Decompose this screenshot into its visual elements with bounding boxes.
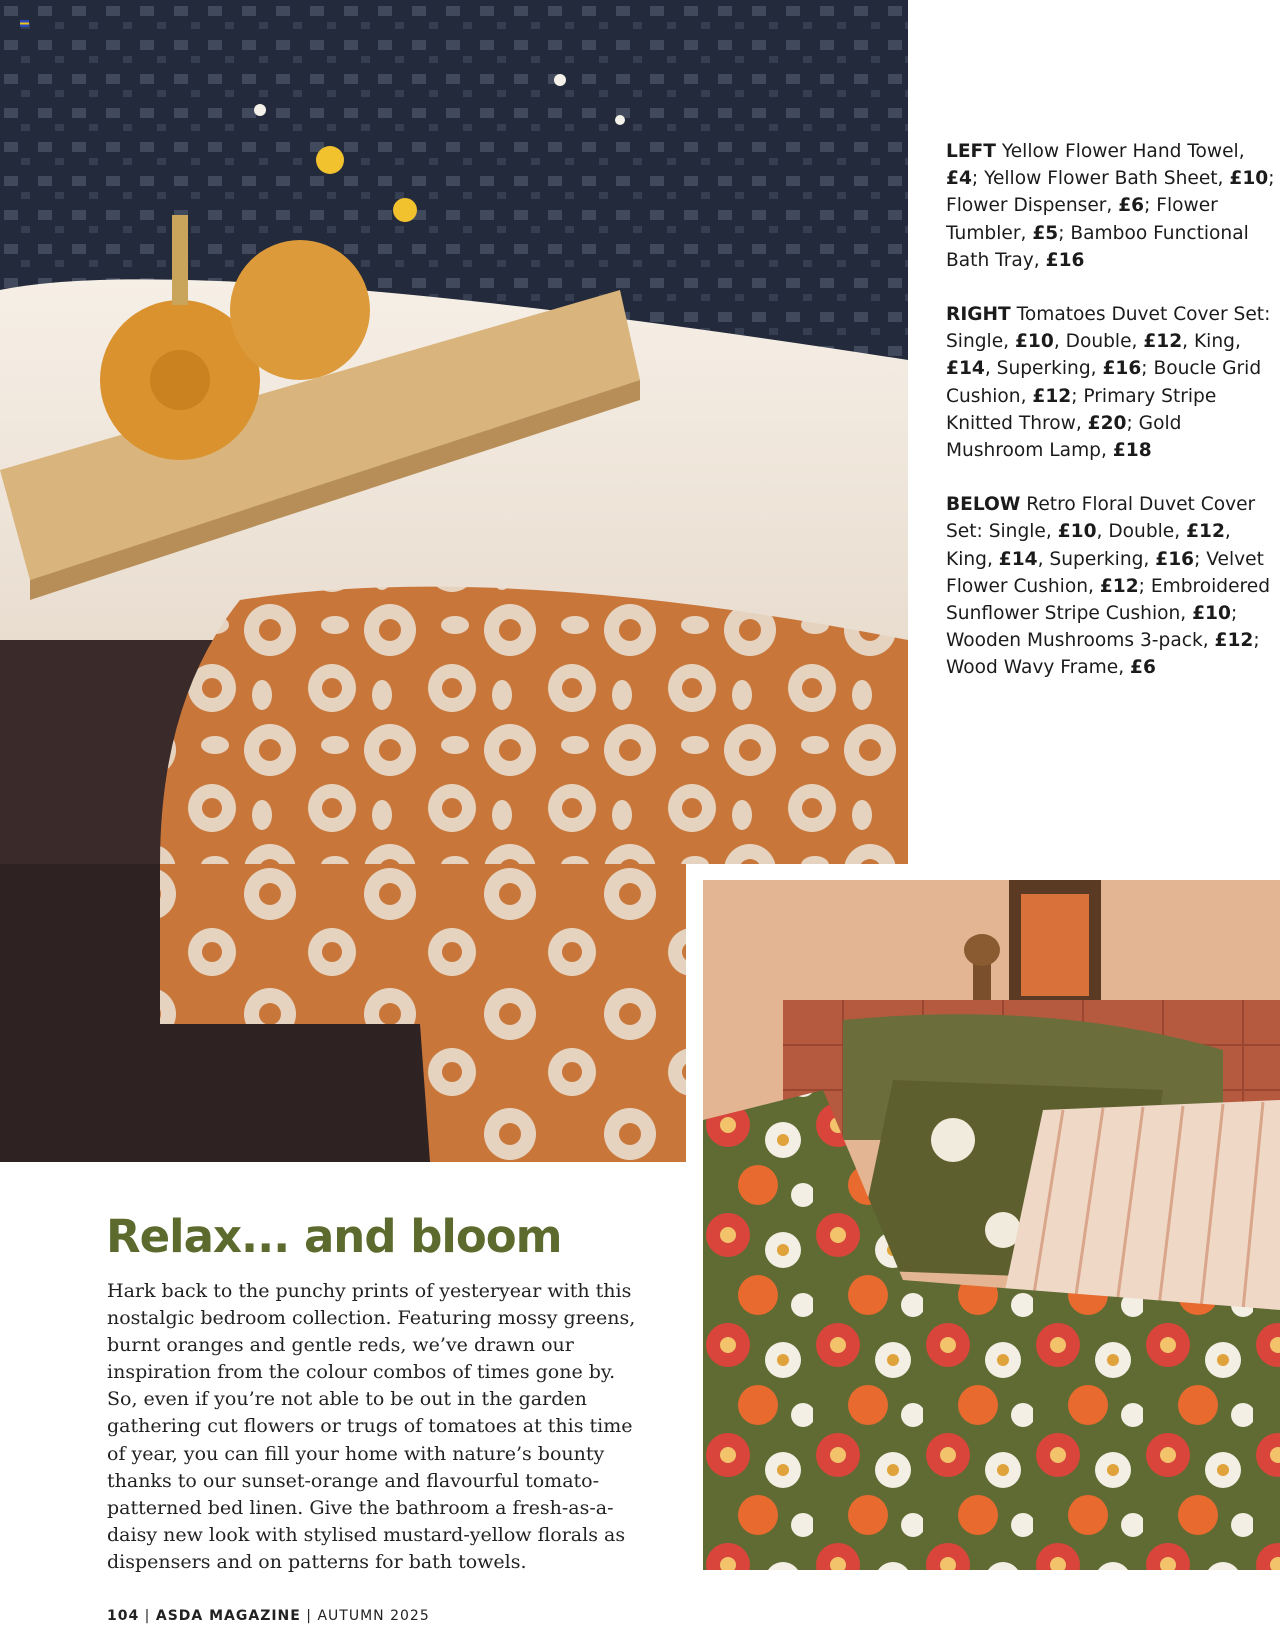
article-title: Relax... and bloom <box>106 1210 562 1263</box>
caption-price: £12 <box>1186 521 1225 543</box>
caption-text: ; Wood Wavy Frame, <box>946 630 1260 679</box>
caption-price: £12 <box>1099 575 1139 597</box>
caption-price: £5 <box>1032 222 1059 244</box>
caption-label: BELOW <box>946 494 1021 516</box>
caption-text: ; Embroidered Sunflower Stripe Cushion, <box>946 575 1270 625</box>
flag-icon <box>20 20 29 27</box>
page-number: 104 <box>107 1608 140 1624</box>
caption-price: £16 <box>1102 358 1142 380</box>
caption-price: £10 <box>1192 603 1231 625</box>
issue-date: AUTUMN 2025 <box>317 1608 430 1624</box>
footer-separator: | <box>300 1608 318 1624</box>
product-captions <box>946 138 1280 709</box>
caption-text: Yellow Flower Hand Towel, <box>995 141 1245 162</box>
bathroom-photo <box>0 0 908 864</box>
caption-text: ; Flower Dispenser, <box>946 168 1275 217</box>
caption-price: £12 <box>1032 385 1072 407</box>
caption-text: , Double, <box>1096 521 1187 543</box>
bathroom-photo-lower <box>0 864 686 1162</box>
caption-text: ; Flower Tumbler, <box>946 195 1218 244</box>
caption-price: £10 <box>1057 521 1097 543</box>
caption-label: RIGHT <box>946 304 1011 326</box>
caption-text: ; Velvet Flower Cushion, <box>946 548 1264 597</box>
caption-below <box>946 491 1280 681</box>
caption-text: , King, <box>1182 331 1241 353</box>
caption-price: £14 <box>998 548 1038 570</box>
caption-right <box>946 301 1280 464</box>
caption-text: Retro Floral Duvet Cover Set: Single, <box>946 494 1256 543</box>
caption-text: Tomatoes Duvet Cover Set: Single, <box>946 304 1271 353</box>
caption-price: £18 <box>1112 440 1152 462</box>
caption-text: ; Boucle Grid Cushion, <box>946 358 1262 407</box>
caption-price: £20 <box>1087 412 1127 434</box>
caption-text: , Superking, <box>1037 548 1156 570</box>
caption-text: ; Bamboo Functional Bath Tray, <box>946 222 1249 271</box>
caption-price: £4 <box>946 168 972 190</box>
caption-price: £10 <box>1229 168 1269 190</box>
caption-text: , King, <box>946 521 1231 570</box>
caption-text: , Double, <box>1053 331 1144 353</box>
caption-price: £6 <box>1130 657 1156 679</box>
caption-price: £16 <box>1155 548 1195 570</box>
caption-text: , Superking, <box>984 358 1103 380</box>
page-footer <box>107 1608 430 1624</box>
caption-text: ; Yellow Flower Bath Sheet, <box>971 168 1230 190</box>
caption-price: £14 <box>946 358 985 380</box>
caption-text: ; Gold Mushroom Lamp, <box>946 412 1182 462</box>
caption-price: £16 <box>1045 249 1085 271</box>
caption-price: £12 <box>1214 630 1254 652</box>
footer-separator: | <box>139 1608 156 1624</box>
caption-price: £10 <box>1014 331 1054 353</box>
caption-price: £6 <box>1118 195 1145 217</box>
caption-text: ; Wooden Mushrooms 3-pack, <box>946 603 1238 652</box>
caption-label: LEFT <box>946 141 996 162</box>
caption-text: ; Primary Stripe Knitted Throw, <box>946 385 1217 434</box>
bedroom-photo <box>703 880 1280 1570</box>
article-body: Hark back to the punchy prints of yesteryear with this nostalgic bedroom collection. Featuring mossy greens, burnt oranges and gentle reds, we’ve drawn our inspiration from the colour combos of times gone by. So, even if you’re not able to be out in the garden gathering cut flowers or trugs of tomatoes at this time of year, you can fill your home with nature’s bounty thanks to our sunset-orange and flavourful tomato-patterned bed linen. Give the bathroom a fresh-as-a-daisy new look with stylised mustard-yellow florals as dispensers and on patterns for bath towels. <box>107 1280 636 1573</box>
magazine-name: ASDA MAGAZINE <box>155 1608 301 1624</box>
caption-price: £12 <box>1143 331 1183 353</box>
caption-left <box>946 138 1280 274</box>
